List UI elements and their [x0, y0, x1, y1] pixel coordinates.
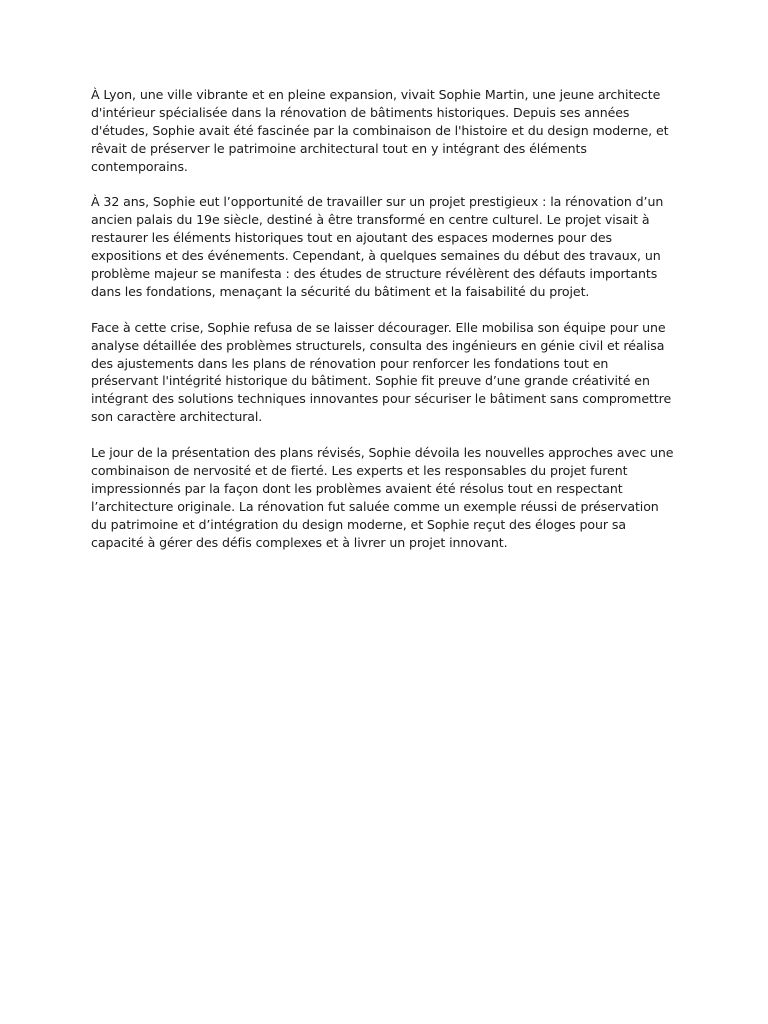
text-line: impressionnés par la façon dont les problèmes avaient été résolus tout en respectant [91, 480, 623, 496]
text-line: combinaison de nervosité et de fierté. Les experts et les responsables du projet furent [91, 462, 628, 478]
document-body [91, 86, 691, 569]
text-line: problème majeur se manifesta : des études de structure révélèrent des défauts importants [91, 266, 658, 282]
text-line: dans les fondations, menaçant la sécurité du bâtiment et la faisabilité du projet. [91, 283, 590, 299]
text-line: des ajustements dans les plans de rénovation pour renforcer les fondations tout en [91, 355, 609, 371]
text-line: capacité à gérer des défis complexes et à livrer un projet innovant. [91, 534, 508, 550]
paragraph-3 [91, 319, 691, 426]
paragraph-1 [91, 86, 691, 176]
text-line: contemporains. [91, 158, 188, 174]
text-line: d'intérieur spécialisée dans la rénovation de bâtiments historiques. Depuis ses années [91, 104, 630, 120]
text-line: ancien palais du 19e siècle, destiné à être transformé en centre culturel. Le projet visait à [91, 212, 650, 228]
text-line: expositions et des événements. Cependant, à quelques semaines du début des travaux, un [91, 248, 661, 264]
text-line: préservant l'intégrité historique du bâtiment. Sophie fit preuve d’une grande créativité en [91, 373, 650, 389]
text-line: Face à cette crise, Sophie refusa de se laisser décourager. Elle mobilisa son équipe pour une [91, 319, 666, 335]
text-line: À 32 ans, Sophie eut l’opportunité de travailler sur un projet prestigieux : la rénovation d’un [91, 194, 664, 210]
paragraph-4 [91, 444, 691, 551]
text-line: Le jour de la présentation des plans révisés, Sophie dévoila les nouvelles approches avec une [91, 445, 674, 461]
text-line: du patrimoine et d’intégration du design moderne, et Sophie reçut des éloges pour sa [91, 516, 626, 532]
paragraph-2 [91, 193, 691, 300]
text-line: intégrant des solutions techniques innovantes pour sécuriser le bâtiment sans compromettre [91, 391, 672, 407]
text-line: son caractère architectural. [91, 409, 263, 425]
text-line: À Lyon, une ville vibrante et en pleine expansion, vivait Sophie Martin, une jeune architecte [91, 87, 661, 102]
text-line: restaurer les éléments historiques tout en ajoutant des espaces modernes pour des [91, 230, 613, 246]
text-line: analyse détaillée des problèmes structurels, consulta des ingénieurs en génie civil et réalisa [91, 337, 665, 353]
text-line: d'études, Sophie avait été fascinée par la combinaison de l'histoire et du design moderne, et [91, 122, 669, 138]
text-line: l’architecture originale. La rénovation fut saluée comme un exemple réussi de préservation [91, 498, 659, 514]
text-line: rêvait de préserver le patrimoine architectural tout en y intégrant des éléments [91, 140, 587, 156]
